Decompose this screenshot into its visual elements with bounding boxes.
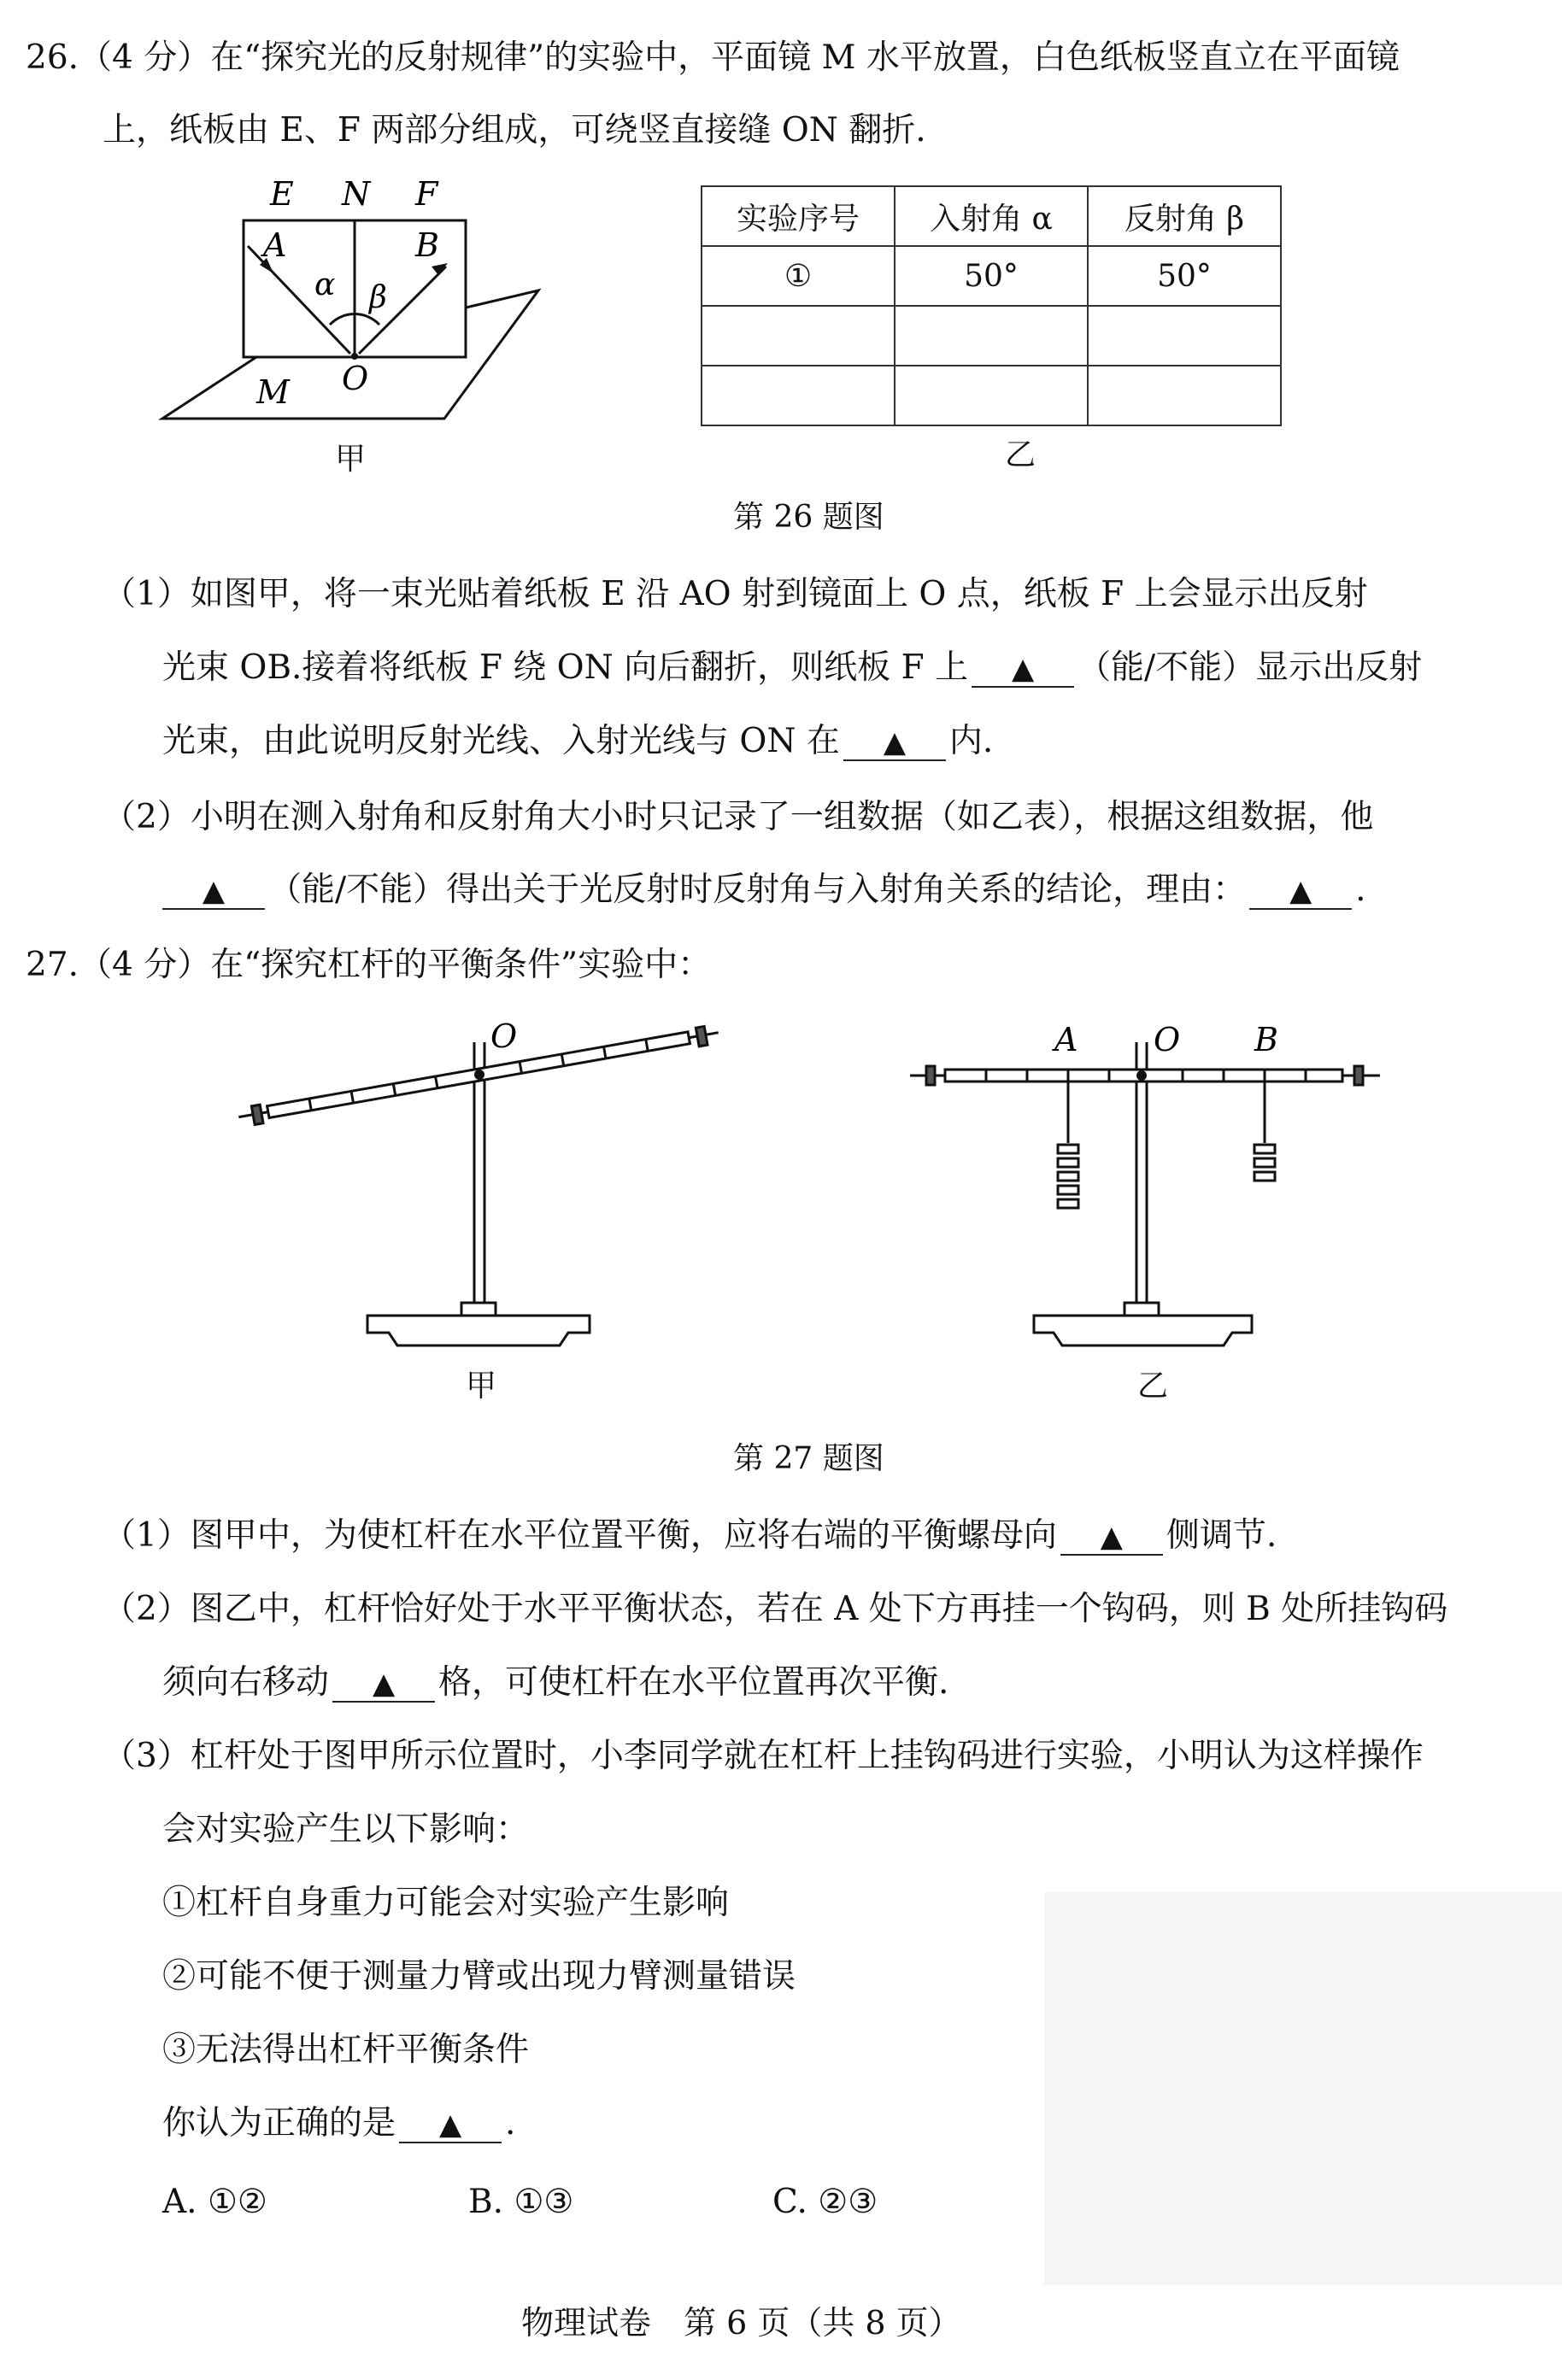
hook-weights-A (1058, 1145, 1078, 1208)
table-cell (702, 366, 895, 425)
answer-blank[interactable] (843, 724, 946, 761)
label-A: A (263, 226, 287, 264)
q26-part2-line1: （2）小明在测入射角和反射角大小时只记录了一组数据（如乙表），根据这组数据，他 (103, 798, 1374, 836)
q27-figure-yi (897, 1017, 1410, 1367)
q26-part1-text-d: 内. (948, 722, 994, 760)
q26-part1-text-c: 光束，由此说明反射光线、入射光线与 ON 在 (162, 722, 840, 760)
q26-part2-text-b: . (1355, 871, 1366, 909)
answer-blank[interactable] (972, 651, 1074, 688)
q26-part1-text-b: （能/不能）显示出反射 (1078, 648, 1423, 687)
label-B: B (415, 226, 439, 264)
q27-part2-line2 (162, 1663, 949, 1703)
label-M: M (256, 373, 290, 411)
table-cell (702, 306, 895, 366)
answer-blank[interactable] (162, 873, 265, 910)
label-alpha: α (314, 267, 336, 302)
q27-figure-jia (231, 1008, 743, 1367)
table-row (702, 366, 1281, 425)
label-beta: β (369, 280, 387, 315)
q26-figure-jia (154, 171, 555, 478)
table-cell (1088, 306, 1281, 366)
table-header-row (702, 186, 1281, 246)
q27-ask-end: . (505, 2104, 516, 2143)
table-cell: 50° (1088, 246, 1281, 306)
table-row (702, 306, 1281, 366)
table-row (702, 246, 1281, 306)
triangle-mark: ▲ (1100, 1520, 1123, 1554)
label-O: O (342, 360, 369, 397)
q27-part3-line2: 会对实验产生以下影响： (162, 1810, 530, 1849)
triangle-mark: ▲ (883, 725, 906, 759)
q27-title: 27.（4 分）在“探究杠杆的平衡条件”实验中： (26, 946, 712, 984)
q27-ask (162, 2104, 516, 2143)
q26-part1-text-a: 光束 OB.接着将纸板 F 绕 ON 向后翻折，则纸板 F 上 (162, 648, 969, 687)
label-E: E (270, 175, 294, 213)
stand-base (367, 1316, 590, 1345)
q27-part2-text-b: 格，可使杠杆在水平位置再次平衡. (438, 1663, 949, 1702)
q26-part1-line3 (162, 724, 993, 761)
q26-table-caption: 乙 (1005, 437, 1036, 472)
q26-part1-line1: （1）如图甲，将一束光贴着纸板 E 沿 AO 射到镜面上 O 点，纸板 F 上会显示出反射 (103, 575, 1368, 613)
balance-nut-right (1354, 1066, 1363, 1085)
table-cell: ① (702, 246, 895, 306)
q27-part3-line1: （3）杠杆处于图甲所示位置时，小李同学就在杠杆上挂钩码进行实验，小明认为这样操作 (103, 1737, 1424, 1775)
hook-weights-B (1254, 1145, 1275, 1181)
balance-nut-right (696, 1026, 708, 1046)
stand-base (1034, 1316, 1252, 1345)
q27-item-2: ②可能不便于测量力臂或出现力臂测量错误 (162, 1957, 796, 1996)
pivot-label-O: O (490, 1017, 518, 1055)
label-F: F (415, 175, 438, 213)
answer-blank[interactable] (1249, 873, 1352, 910)
answer-blank[interactable] (332, 1666, 435, 1703)
balance-nut-left (926, 1066, 935, 1085)
answer-blank[interactable] (399, 2107, 502, 2143)
balance-nut-left (251, 1105, 263, 1124)
q27-figure-caption: 第 27 题图 (733, 1441, 884, 1476)
table-header-cell: 入射角 α (895, 186, 1088, 246)
triangle-mark: ▲ (1289, 874, 1312, 908)
triangle-mark: ▲ (438, 2107, 462, 2142)
q26-data-table (701, 185, 1282, 426)
q27-fig-yi-caption: 乙 (1137, 1369, 1169, 1404)
q26-part2-line2 (159, 873, 1366, 910)
page-footer: 物理试卷 第 6 页（共 8 页） (521, 2304, 961, 2342)
triangle-mark: ▲ (202, 874, 226, 908)
triangle-mark: ▲ (372, 1667, 396, 1701)
q27-item-1: ①杠杆自身重力可能会对实验产生影响 (162, 1884, 730, 1922)
label-A: A (1054, 1021, 1078, 1058)
q27-option-a[interactable]: A. ①② (162, 2183, 267, 2221)
q27-option-b[interactable]: B. ①③ (468, 2183, 574, 2221)
scan-shade (1044, 1892, 1562, 2285)
q26-stem-line1: 26.（4 分）在“探究光的反射规律”的实验中，平面镜 M 水平放置，白色纸板竖直立在平面镜 (26, 38, 1400, 77)
q27-part2-text-a: 须向右移动 (162, 1663, 330, 1702)
table-cell (1088, 366, 1281, 425)
table-header-cell: 实验序号 (702, 186, 895, 246)
table-header-cell: 反射角 β (1088, 186, 1281, 246)
q26-part2-text-a: （能/不能）得出关于光反射时反射角与入射角关系的结论，理由： (268, 871, 1247, 909)
q26-part1-line2 (162, 648, 1423, 688)
q27-fig-jia-caption: 甲 (466, 1369, 497, 1404)
q26-figure-caption: 第 26 题图 (733, 500, 884, 535)
q26-stem-line2: 上，纸板由 E、F 两部分组成，可绕竖直接缝 ON 翻折. (103, 111, 926, 149)
q27-item-3: ③无法得出杠杆平衡条件 (162, 2031, 530, 2069)
q27-part1 (103, 1516, 1277, 1556)
q26-fig-jia-caption: 甲 (335, 442, 367, 477)
label-O: O (1154, 1021, 1181, 1058)
table-cell: 50° (895, 246, 1088, 306)
label-B: B (1254, 1021, 1278, 1058)
table-cell (895, 366, 1088, 425)
answer-blank[interactable] (1060, 1519, 1163, 1556)
label-N: N (342, 175, 371, 213)
q27-option-c[interactable]: C. ②③ (772, 2183, 878, 2221)
q27-part1-text-b: 侧调节. (1166, 1516, 1277, 1555)
triangle-mark: ▲ (1011, 652, 1035, 686)
q27-part2-line1: （2）图乙中，杠杆恰好处于水平平衡状态，若在 A 处下方再挂一个钩码，则 B 处所挂钩码 (103, 1590, 1448, 1628)
q27-part1-text-a: （1）图甲中，为使杠杆在水平位置平衡，应将右端的平衡螺母向 (103, 1516, 1057, 1555)
table-cell (895, 306, 1088, 366)
q27-ask-text: 你认为正确的是 (162, 2104, 396, 2143)
